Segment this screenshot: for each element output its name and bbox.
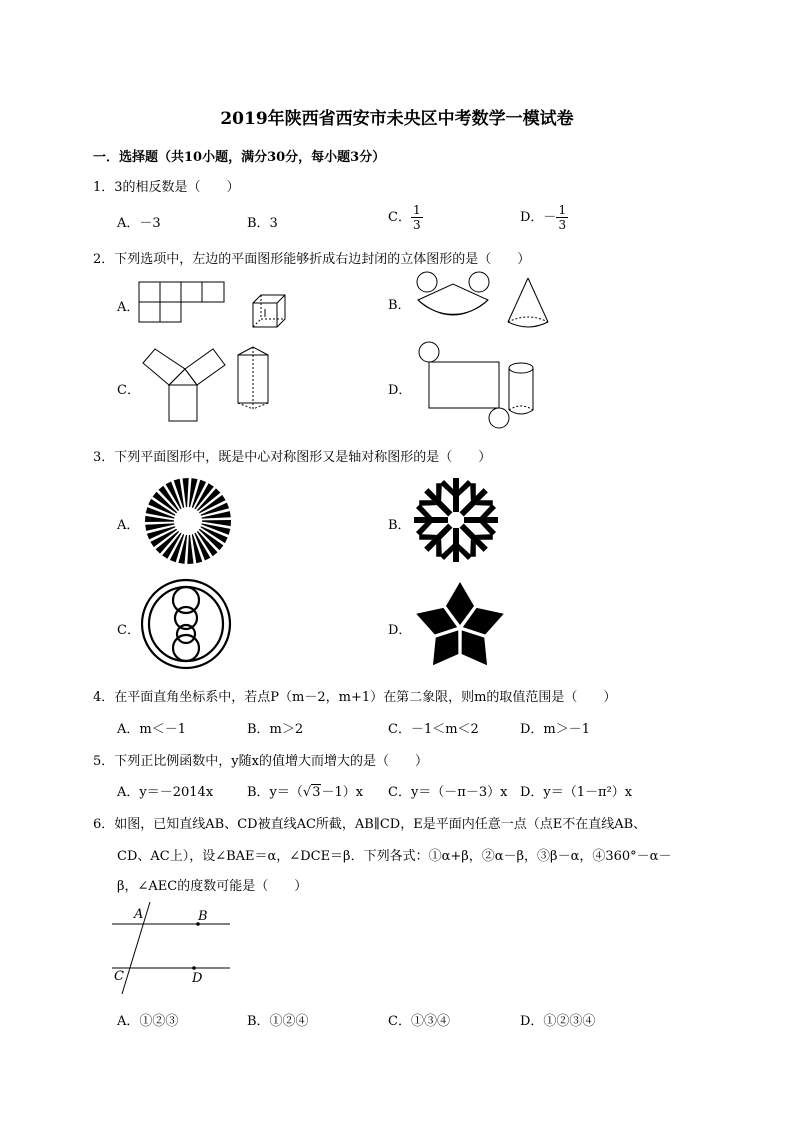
q4-option-a: A．m＜－1 [117,722,186,737]
q4-option-c: C．－1＜m＜2 [388,722,479,737]
q5-option-a: A．y＝－2014x [117,785,214,800]
fig-label-c: C [114,969,124,984]
q3-option-c: C． [117,623,140,638]
q6-option-c: C．①③④ [388,1014,450,1029]
q2-option-a: A． [117,300,140,315]
fig-label-b: B [198,909,208,924]
q2-option-b: B． [388,298,411,313]
q4-option-b: B．m＞2 [247,722,304,737]
q1-option-d: D．－ $\frac{1}{3}$ [520,203,567,232]
question-1-stem: 1．3的相反数是（ ） [93,180,240,195]
q6-figure [110,900,240,1000]
q5-option-b: B．y＝（√3－1）x [247,785,364,800]
fig-label-d: D [192,971,203,986]
q1-option-b: B．3 [247,216,278,231]
question-5-stem: 5．下列正比例函数中，y随x的值增大而增大的是（ ） [93,754,428,769]
question-2-stem: 2．下列选项中，左边的平面图形能够折成右边封闭的立体图形的是（ ） [93,252,531,267]
q3-c-figure [140,578,232,670]
question-3-stem: 3．下列平面图形中，既是中心对称图形又是轴对称图形的是（ ） [93,450,492,465]
question-6-line-1: 6．如图，已知直线AB、CD被直线AC所截，AB∥CD，E是平面内任意一点（点E不在直线AB、 [93,817,647,832]
fig-label-a: A [134,907,144,922]
q6-option-b: B．①②④ [247,1014,309,1029]
q5-option-c: C．y＝（－π－3）x [388,785,508,800]
q6-option-d: D．①②③④ [520,1014,596,1029]
q5-option-d: D．y＝（1－π²）x [520,785,633,800]
q1-option-c: C． $\frac{1}{3}$ [388,203,421,232]
q3-d-figure [415,580,505,670]
q3-option-d: D． [388,623,412,638]
q4-option-d: D．m＞－1 [520,722,591,737]
q2-a-figure [135,280,305,328]
q3-option-b: B． [388,518,411,533]
q1-option-a: A．－3 [117,216,161,231]
q2-option-c: C． [117,383,140,398]
section-heading: 一．选择题（共10小题，满分30分，每小题3分） [93,150,386,165]
question-6-line-3: β，∠AEC的度数可能是（ ） [117,879,308,894]
q3-b-figure [413,477,499,563]
question-6-line-2: CD、AC上），设∠BAE＝α，∠DCE＝β．下列各式：①α+β，②α－β，③β－α，④360°－α－ [117,849,672,864]
q2-c-figure [138,345,278,425]
q2-b-figure [413,270,553,340]
q3-a-figure [143,476,233,566]
q6-option-a: A．①②③ [117,1014,179,1029]
q2-d-figure [413,338,543,433]
page-title: 2019年陕西省西安市未央区中考数学一模试卷 [220,109,574,129]
question-4-stem: 4．在平面直角坐标系中，若点P（m－2，m+1）在第二象限，则m的取值范围是（ ） [93,690,617,705]
q2-option-d: D． [388,383,412,398]
q3-option-a: A． [117,518,140,533]
